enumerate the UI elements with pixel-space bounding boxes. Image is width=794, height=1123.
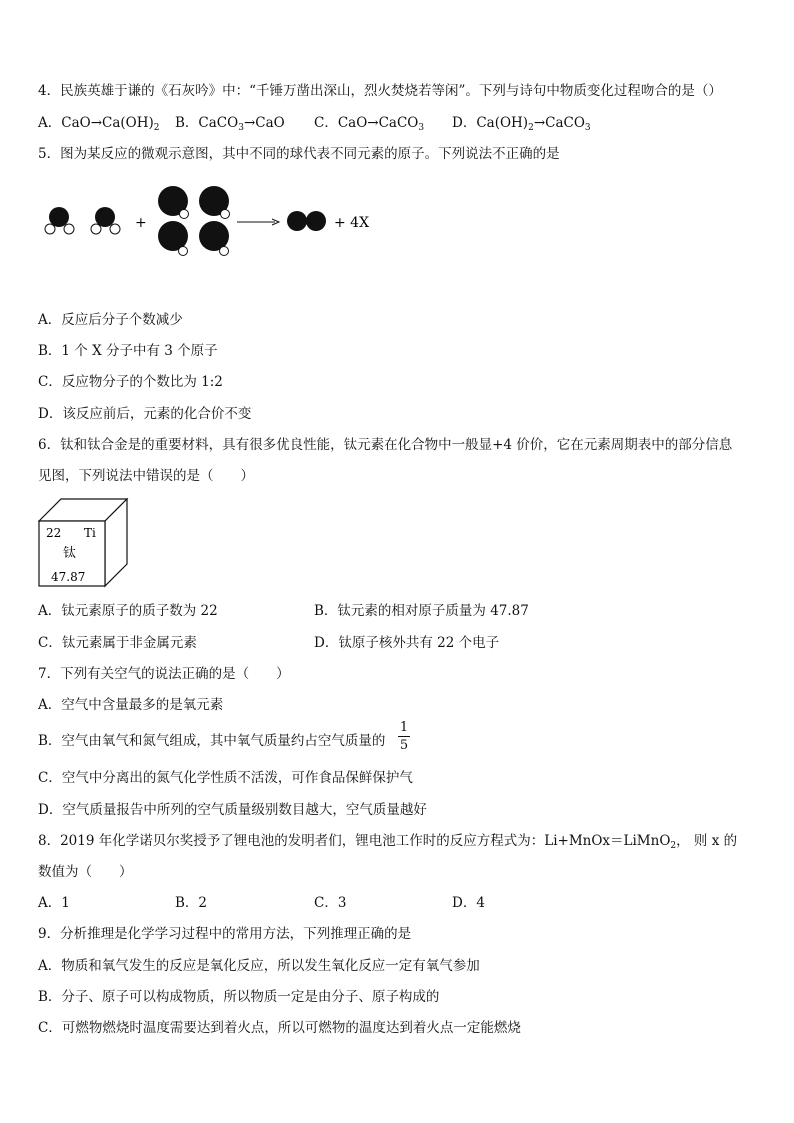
q6-option-b: B．钛元素的相对原子质量为 47.87	[314, 603, 529, 619]
q7-option-d: D．空气质量报告中所列的空气质量级别数目越大，空气质量越好	[38, 802, 427, 818]
fraction-denominator: 5	[399, 738, 409, 753]
product-label: + 4X	[334, 215, 370, 231]
fraction-numerator: 1	[399, 720, 409, 735]
q6-stem-line1: 6．钛和钛合金是的重要材料，具有很多优良性能，钛元素在化合物中一般显+4 价价，它在元素周期表中的部分信息	[38, 437, 733, 453]
reactant-molecule	[45, 207, 74, 234]
q8-stem-line2: 数值为（ ）	[38, 864, 133, 880]
q5-option-a: A．反应后分子个数减少	[38, 312, 183, 328]
q5-option-c: C．反应物分子的个数比为 1:2	[38, 374, 223, 390]
fraction-bar	[398, 736, 410, 737]
reaction-arrow	[237, 219, 279, 225]
q7-option-b: B．空气由氧气和氮气组成，其中氧气质量约占空气质量的	[38, 733, 386, 749]
element-symbol: Ti	[84, 526, 96, 540]
element-atomic-mass: 47.87	[51, 570, 86, 584]
q7-option-a: A．空气中含量最多的是氧元素	[38, 697, 224, 713]
element-card	[38, 498, 130, 590]
q7-stem: 7．下列有关空气的说法正确的是（ ）	[38, 666, 290, 682]
q8-option-c: C．3	[314, 895, 347, 911]
q6-option-a: A．钛元素原子的质子数为 22	[38, 603, 218, 619]
element-name: 钛	[63, 546, 77, 561]
q7-option-c: C．空气中分离出的氮气化学性质不活泼，可作食品保鲜保护气	[38, 770, 413, 786]
q5-option-d: D．该反应前后，元素的化合价不变	[38, 406, 252, 422]
reactant-molecule	[199, 186, 230, 219]
q4-option-a: A．$CaO\to Ca(OH)_2$	[38, 115, 160, 133]
q5-stem: 5．图为某反应的微观示意图，其中不同的球代表不同元素的原子。下列说法不正确的是	[38, 146, 560, 162]
q9-option-c: C．可燃物燃烧时温度需要达到着火点，所以可燃物的温度达到着火点一定能燃烧	[38, 1020, 521, 1036]
q6-stem-line2: 见图，下列说法中错误的是（ ）	[38, 468, 254, 484]
element-atomic-number: 22	[46, 526, 62, 540]
q8-option-a: A．1	[38, 895, 70, 911]
q6-option-d: D．钛原子核外共有 22 个电子	[314, 635, 500, 651]
q8-option-d: D．4	[452, 895, 485, 911]
q4-option-d: D．$Ca(OH)_2\to CaCO_3$	[452, 115, 591, 133]
reactant-molecule	[91, 207, 120, 234]
q4-option-b: B．CaCO$_3$→CaO	[175, 115, 285, 133]
q4-stem: 4．民族英雄于谦的《石灰吟》中：“千锤万凿出深山，烈火焚烧若等闲”。下列与诗句中物质变化过程吻合的是（）	[38, 83, 722, 99]
q8-option-b: B．2	[175, 895, 208, 911]
q4-option-c: C．CaO→CaCO$_3$	[314, 115, 425, 133]
reactant-molecule	[158, 186, 189, 219]
fraction-one-fifth	[398, 720, 410, 753]
plus-sign: +	[135, 215, 147, 231]
q9-option-a: A．物质和氧气发生的反应是氧化反应，所以发生氧化反应一定有氧气参加	[38, 958, 480, 974]
product-molecule	[287, 211, 326, 231]
q6-option-c: C．钛元素属于非金属元素	[38, 635, 197, 651]
q8-stem-line1: 8．2019 年化学诺贝尔奖授予了锂电池的发明者们，锂电池工作时的反应方程式为：Li+MnOx＝LiMnO$_2$， 则 x 的	[38, 833, 738, 851]
reactant-molecule	[199, 221, 229, 256]
q9-stem: 9．分析推理是化学学习过程中的常用方法，下列推理正确的是	[38, 926, 412, 942]
q9-option-b: B．分子、原子可以构成物质，所以物质一定是由分子、原子构成的	[38, 989, 440, 1005]
reactant-molecule	[158, 221, 188, 256]
reaction-diagram	[38, 180, 458, 270]
q5-option-b: B．1 个 X 分子中有 3 个原子	[38, 343, 218, 359]
